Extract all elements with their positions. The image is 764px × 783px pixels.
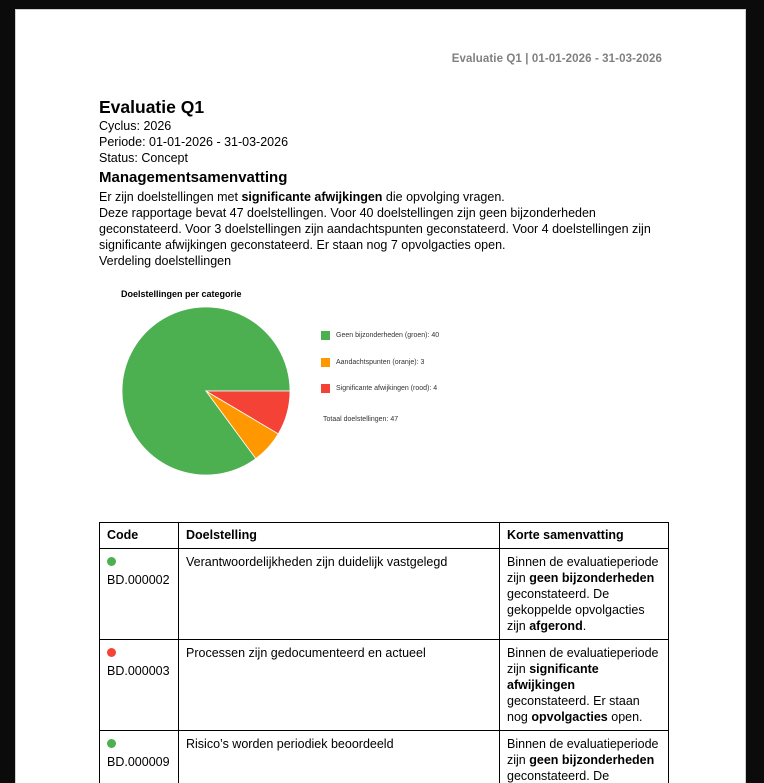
legend-label: Geen bijzonderheden (groen): 40	[336, 332, 440, 339]
document-title: Evaluatie Q1	[99, 97, 205, 117]
summary-text: geconstateerd. De gekoppelde opvolgacties zijn	[507, 587, 645, 633]
header-goal: Doelstelling	[179, 523, 500, 549]
legend-label: Significante afwijkingen (rood): 4	[336, 385, 438, 392]
status-dot-icon	[107, 557, 116, 566]
summary-bold: geen bijzonderheden	[529, 753, 655, 767]
code-cell	[100, 731, 179, 783]
summary-cell	[500, 731, 669, 783]
header-summary: Korte samenvatting	[500, 523, 669, 549]
summary-paragraph: Deze rapportage bevat 47 doelstellingen. Voor 40 doelstellingen zijn geen bijzonderheden geconstateerd. Voor 3 doelstellingen zijn aandachtspunten geconstateerd. Voor 4 doelstellingen zijn significante afwijkingen geconstateerd. Er staan nog 7 opvolgacties open.	[99, 206, 651, 252]
summary-bold: opvolgacties	[531, 710, 608, 724]
summary-alert-line	[99, 189, 669, 205]
running-header: Evaluatie Q1 | 01-01-2026 - 31-03-2026	[451, 53, 662, 65]
goals-table	[99, 522, 669, 783]
summary-text: Binnen de evaluatieperiode zijn	[507, 555, 659, 585]
table-row	[100, 549, 669, 640]
table-header-row	[100, 523, 669, 549]
legend-swatch-icon	[321, 331, 330, 340]
summary-bold: afgerond	[529, 619, 583, 633]
summary-cell	[500, 640, 669, 731]
summary-bold: significante afwijkingen	[507, 662, 599, 692]
summary-bold: geen bijzonderheden	[529, 571, 655, 585]
document-page	[15, 9, 746, 783]
category-pie-chart	[99, 283, 499, 493]
summary-text: Binnen de evaluatieperiode zijn	[507, 737, 659, 767]
period-line: Periode: 01-01-2026 - 31-03-2026	[99, 135, 289, 149]
chart-title: Doelstellingen per categorie	[121, 289, 242, 299]
goal-code: BD.000003	[107, 664, 170, 678]
summary-cell	[500, 549, 669, 640]
goal-cell: Processen zijn gedocumenteerd en actueel	[179, 640, 500, 731]
legend-total: Totaal doelstellingen: 47	[323, 416, 399, 423]
pie-svg	[99, 283, 299, 483]
summary-text: geconstateerd. Er staan nog	[507, 694, 640, 724]
legend-swatch-icon	[321, 358, 330, 367]
summary-text: geconstateerd. De	[507, 769, 610, 783]
summary-heading: Managementsamenvatting	[99, 169, 288, 186]
summary-text: .	[582, 619, 587, 633]
summary-text: Binnen de evaluatieperiode zijn	[507, 646, 659, 676]
summary-alert-bold: significante afwijkingen	[241, 190, 383, 204]
cycle-line: Cyclus: 2026	[99, 119, 172, 133]
legend-item	[321, 331, 439, 340]
summary-alert-prefix: Er zijn doelstellingen met	[99, 190, 242, 204]
distribution-label: Verdeling doelstellingen	[99, 254, 232, 268]
legend-label: Aandachtspunten (oranje): 3	[336, 358, 425, 366]
legend-item	[321, 384, 437, 393]
table-row	[100, 731, 669, 783]
status-dot-icon	[107, 648, 116, 657]
table-row	[100, 640, 669, 731]
header-code: Code	[100, 523, 179, 549]
summary-text: open.	[607, 710, 643, 724]
code-cell	[100, 640, 179, 731]
code-cell	[100, 549, 179, 640]
status-line: Status: Concept	[99, 151, 188, 165]
goal-code: BD.000009	[107, 755, 170, 769]
goal-code: BD.000002	[107, 573, 170, 587]
goal-cell: Verantwoordelijkheden zijn duidelijk vastgelegd	[179, 549, 500, 640]
legend-swatch-icon	[321, 384, 330, 393]
summary-alert-suffix: die opvolging vragen.	[382, 190, 505, 204]
legend-item	[321, 358, 424, 367]
status-dot-icon	[107, 739, 116, 748]
page-content	[99, 96, 669, 493]
goal-cell: Risico’s worden periodiek beoordeeld	[179, 731, 500, 783]
